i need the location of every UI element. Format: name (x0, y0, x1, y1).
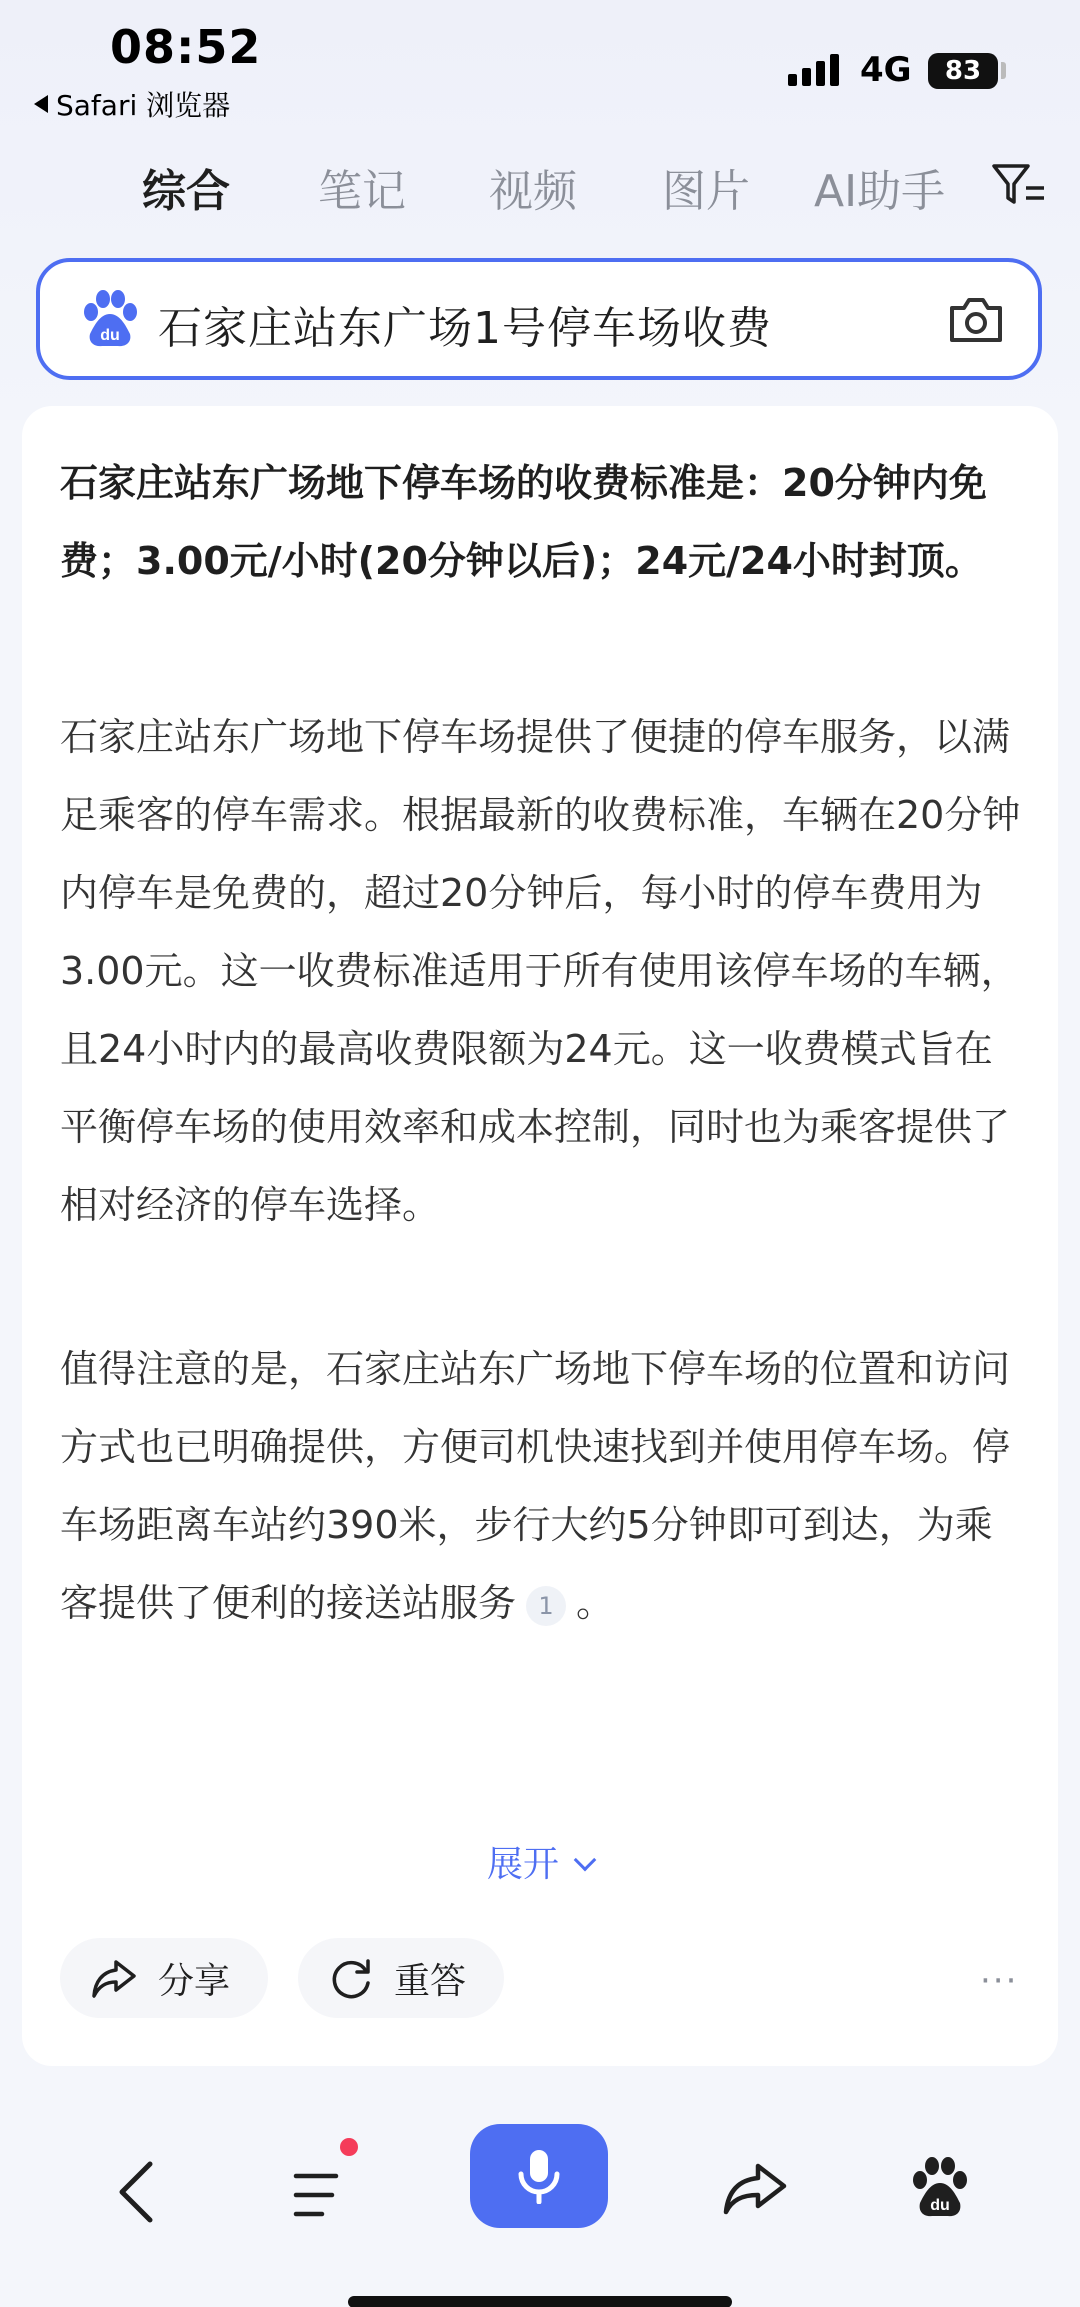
bottom-toolbar (0, 2100, 1080, 2307)
refresh-icon (328, 1955, 374, 2001)
tab-comprehensive[interactable]: 综合 (142, 166, 230, 217)
paw-home-icon[interactable] (910, 2156, 970, 2218)
regenerate-button[interactable] (298, 1938, 504, 2018)
tab-ai-assistant[interactable]: AI助手 (814, 166, 946, 217)
home-indicator (348, 2296, 732, 2307)
answer-paragraph-2-text: 值得注意的是，石家庄站东广场地下停车场的位置和访问方式也已明确提供，方便司机快速找到并使用停车场。停车场距离车站约390米，步行大约5分钟即可到达，为乘客提供了便利的接送站服务 (60, 1347, 1011, 1625)
tab-videos[interactable]: 视频 (489, 166, 577, 217)
answer-paragraph-1: 石家庄站东广场地下停车场提供了便捷的停车服务，以满足乘客的停车需求。根据最新的收费标准，车辆在20分钟内停车是免费的，超过20分钟后，每小时的停车费用为3.00元。这一收费标准适用于所有使用该停车场的车辆，且24小时内的最高收费限额为24元。这一收费模式旨在平衡停车场的使用效率和成本控制，同时也为乘客提供了相对经济的停车选择。 (60, 715, 1021, 1227)
svg-text:du: du (930, 2197, 950, 2214)
menu-icon[interactable] (292, 2170, 348, 2220)
mic-icon (515, 2148, 563, 2204)
chevron-down-icon (574, 1849, 597, 1872)
back-app-label: Safari 浏览器 (56, 89, 231, 122)
battery-icon (928, 53, 998, 89)
search-tabs (0, 145, 1080, 225)
more-options-button[interactable]: ··· (980, 1961, 1019, 2001)
ai-answer-card (22, 406, 1058, 2066)
back-chevron-icon[interactable] (112, 2160, 160, 2224)
battery-level: 83 (944, 56, 982, 86)
forward-icon[interactable] (722, 2160, 788, 2216)
answer-paragraph-2 (60, 1330, 1030, 1642)
tab-notes[interactable]: 笔记 (318, 166, 406, 217)
share-icon (90, 1956, 138, 2000)
tab-images[interactable]: 图片 (662, 166, 750, 217)
signal-icon (788, 52, 839, 86)
answer-paragraph-2-end: 。 (576, 1581, 615, 1625)
answer-summary: 石家庄站东广场地下停车场的收费标准是：20分钟内免费；3.00元/小时(20分钟以后)；24元/24小时封顶。 (60, 461, 987, 583)
status-bar (0, 0, 1080, 125)
regenerate-label: 重答 (394, 1960, 467, 2002)
share-button[interactable] (60, 1938, 268, 2018)
expand-button[interactable] (22, 1836, 1058, 1887)
back-triangle-icon (34, 95, 48, 113)
status-time: 08:52 (110, 20, 262, 74)
citation-badge[interactable]: 1 (526, 1586, 566, 1626)
svg-text:du: du (100, 327, 120, 344)
notification-dot (340, 2138, 358, 2156)
camera-icon[interactable] (946, 294, 1006, 346)
search-box[interactable] (36, 258, 1042, 380)
network-type: 4G (860, 50, 912, 90)
voice-input-button[interactable] (470, 2124, 608, 2228)
expand-label: 展开 (486, 1844, 559, 1885)
search-query[interactable]: 石家庄站东广场1号停车场收费 (158, 303, 772, 354)
filter-icon[interactable] (990, 160, 1046, 210)
back-to-app-link[interactable] (34, 84, 230, 124)
paw-logo-icon (80, 290, 140, 348)
share-label: 分享 (158, 1960, 231, 2002)
battery-cap (1001, 62, 1006, 79)
